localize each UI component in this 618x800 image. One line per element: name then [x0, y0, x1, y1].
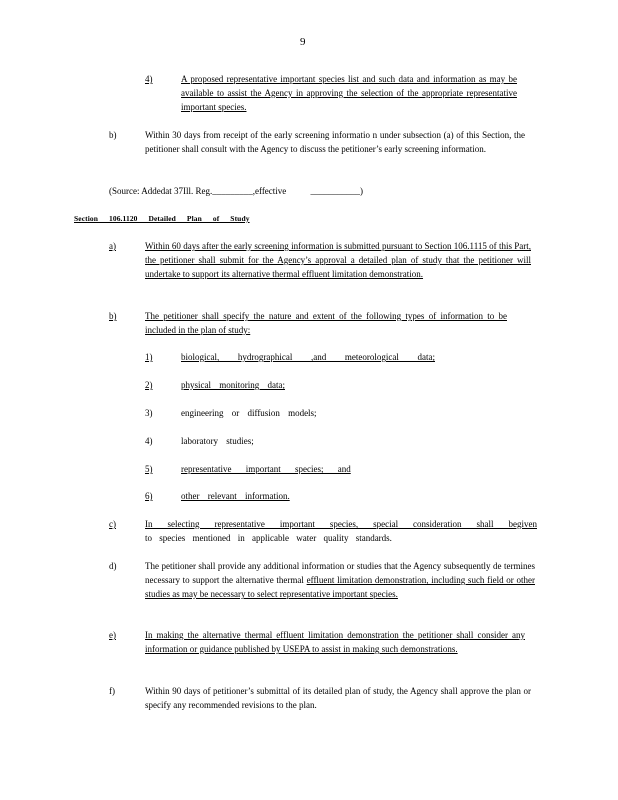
- section-heading: Section 106.1120 Detailed Plan of Study: [74, 214, 250, 223]
- subsection-text-d-underlined: effluent limitation demonstration, including such field or other studies as may be necessary to select representative important species.: [145, 575, 535, 599]
- subsection-label-c: c): [109, 519, 116, 529]
- subsection-label-f: f): [109, 686, 115, 696]
- subsection-text-c-plain: to species mentioned in applicable water quality standards.: [145, 533, 392, 543]
- subsection-label-b-prev: b): [109, 130, 117, 140]
- subsection-text-d: [145, 559, 535, 601]
- list-item-label-5: 5): [145, 464, 153, 474]
- subsection-label-a: a): [109, 241, 116, 251]
- list-item-text-4: laboratory studies;: [181, 436, 254, 446]
- subsection-text-b-prev: Within 30 days from receipt of the early screening informatio n under subsection (a) of this Section, the petitioner shall consult with the Agency to discuss the petitioner’s early screening information.: [145, 130, 525, 154]
- subsection-label-d: d): [109, 561, 117, 571]
- list-item-label-6: 6): [145, 491, 153, 501]
- source-close: ): [360, 186, 364, 196]
- list-item-text-3: engineering or diffusion models;: [181, 408, 317, 418]
- item-text-4: A proposed representative important species list and such data and information as may be available to assist the Agency in approving the selection of the appropriate representative important species.: [181, 74, 517, 112]
- list-item-text-2: physical monitoring data;: [181, 380, 285, 390]
- subsection-text-c: [145, 517, 537, 545]
- subsection-text-c-underlined: In selecting representative important species, special consideration shall begiven: [145, 519, 537, 529]
- source-blank-2: ___________: [310, 186, 361, 196]
- page-number: 9: [300, 36, 306, 48]
- source-blank-1: _________: [212, 186, 253, 196]
- subsection-text-f: Within 90 days of petitioner’s submittal of its detailed plan of study, the Agency shall approve the plan or specify any recommended revisions to the plan.: [145, 686, 531, 710]
- subsection-label-b: b): [109, 311, 117, 321]
- source-note: [109, 184, 363, 198]
- subsection-text-e: In making the alternative thermal effluent limitation demonstration the petitioner shall consider any information or guidance published by USEPA to assist in making such demonstrations.: [145, 630, 525, 654]
- subsection-text-b: The petitioner shall specify the nature and extent of the following types of information to be included in the plan of study:: [145, 311, 507, 335]
- list-item-label-4: 4): [145, 436, 153, 446]
- list-item-text-6: other relevant information.: [181, 491, 290, 501]
- source-text: (Source: Addedat 37Ill. Reg.: [109, 186, 213, 196]
- list-item-text-5: representative important species; and: [181, 464, 351, 474]
- list-item-text-1: biological, hydrographical ,and meteorological data;: [181, 352, 435, 362]
- source-effective: ,effective: [252, 186, 287, 196]
- subsection-label-e: e): [109, 630, 116, 640]
- list-item-label-3: 3): [145, 408, 153, 418]
- subsection-text-a: Within 60 days after the early screening information is submitted pursuant to Section 106.1115 of this Part, the petitioner shall submit for the Agency’s approval a detailed plan of study that the petitioner will undertake to support its alternative thermal effluent limitation demonstration.: [145, 241, 531, 279]
- list-item-label-1: 1): [145, 352, 153, 362]
- item-label-4: 4): [145, 74, 153, 84]
- list-item-label-2: 2): [145, 380, 153, 390]
- subsection-text-d-plain: The petitioner shall provide any additional information or studies that the Agency subsequently de termines necessary to support the alternative thermal: [145, 561, 535, 585]
